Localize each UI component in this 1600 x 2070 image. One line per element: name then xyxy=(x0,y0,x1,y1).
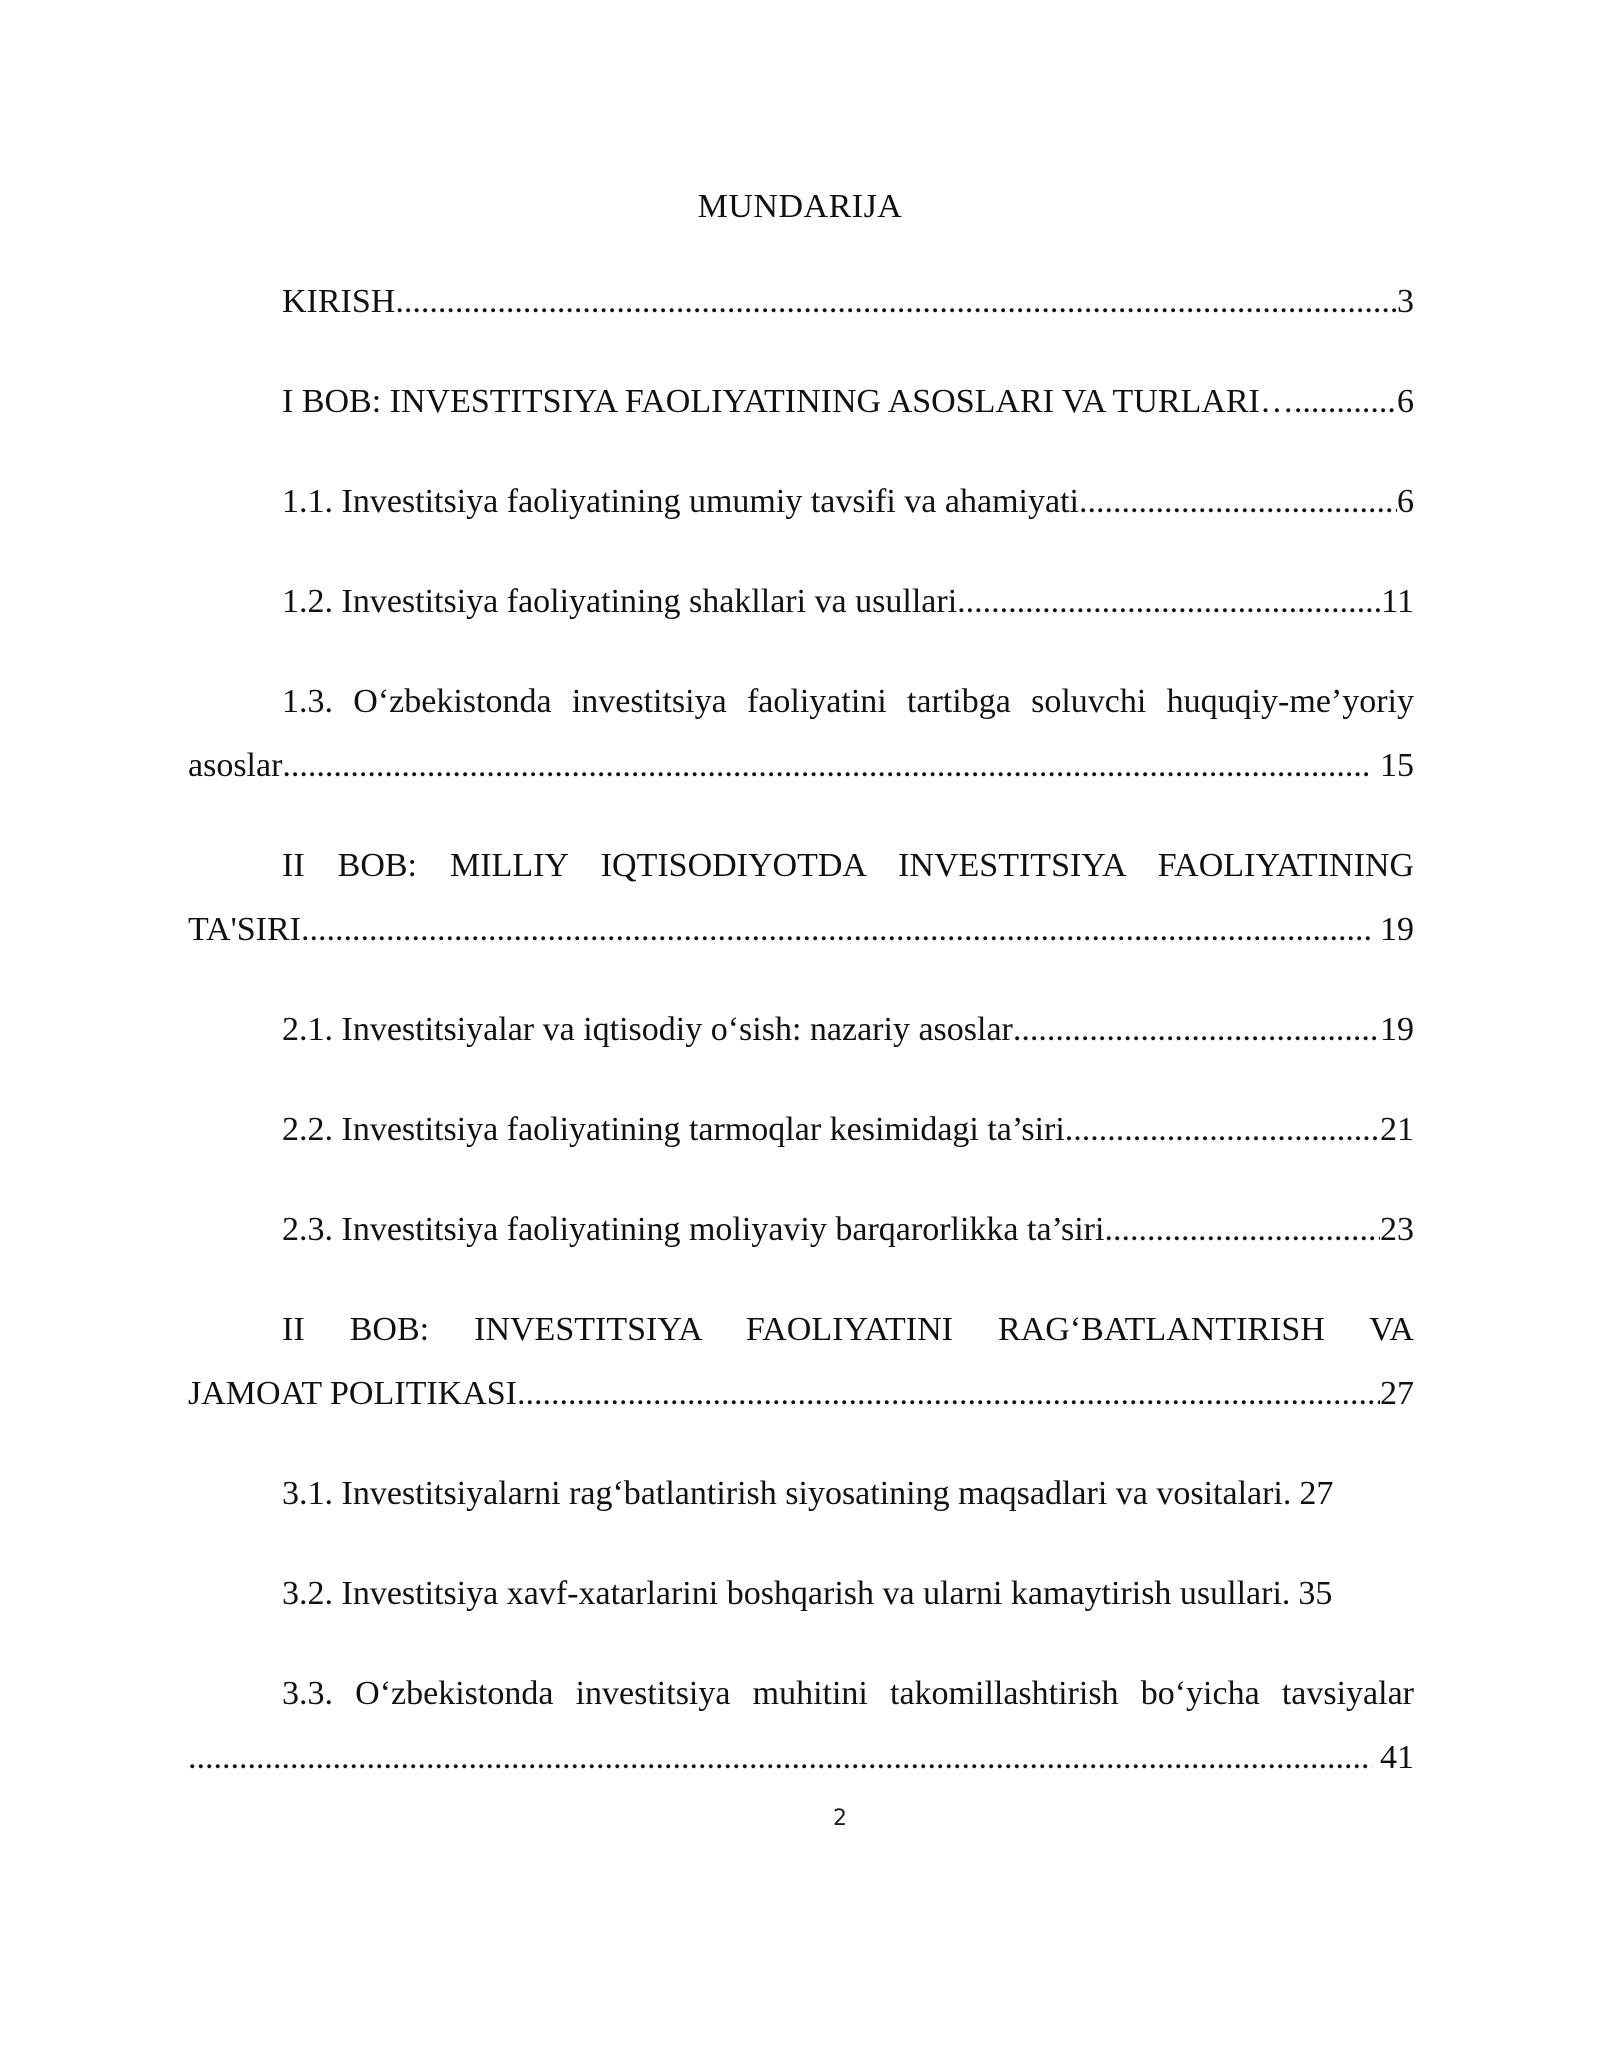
toc-entry-label-line1: II BOB: MILLIY IQTISODIYOTDA INVESTITSIYA FAOLIYATINING xyxy=(282,847,1414,884)
toc-entry-3-2[interactable] xyxy=(188,1562,1414,1626)
toc-leader-dots xyxy=(1104,1198,1380,1262)
toc-entry-page: 3 xyxy=(1397,283,1414,320)
toc-entry-label: I BOB: INVESTITSIYA FAOLIYATINING ASOSLARI VA TURLARI… xyxy=(282,383,1294,420)
toc-entry-2-3[interactable] xyxy=(188,1198,1414,1262)
toc-entry-page: 19 xyxy=(1380,1011,1414,1048)
toc-entry-page: 6 xyxy=(1397,483,1414,520)
toc-entry-page: 35 xyxy=(1298,1575,1333,1612)
toc-entry-label-line1: II BOB: INVESTITSIYA FAOLIYATINI RAG‘BATLANTIRISH VA xyxy=(282,1311,1414,1348)
toc-entry-label: 2.2. Investitsiya faoliyatining tarmoqlar kesimidagi ta’siri xyxy=(282,1111,1065,1148)
toc-entry-page: 15 xyxy=(1380,747,1414,784)
toc-entry-1-1[interactable] xyxy=(188,470,1414,534)
toc-leader-dots xyxy=(395,270,1397,334)
toc-entry-1-3[interactable] xyxy=(188,670,1414,798)
toc-entry-page: 23 xyxy=(1380,1211,1414,1248)
toc-entry-page: 11 xyxy=(1381,583,1414,620)
toc-entry-chapter-1[interactable] xyxy=(188,370,1414,434)
toc-entry-1-2[interactable] xyxy=(188,570,1414,634)
toc-leader-dots xyxy=(301,898,1372,962)
toc-entry-label: 1.1. Investitsiya faoliyatining umumiy tavsifi va ahamiyati xyxy=(282,483,1079,520)
toc-entry-label: 2.1. Investitsiyalar va iqtisodiy o‘sish: nazariy asoslar xyxy=(282,1011,1013,1048)
toc-entry-page: 41 xyxy=(1380,1739,1414,1776)
toc-entry-label: 1.2. Investitsiya faoliyatining shakllari va usullari xyxy=(282,583,958,620)
toc-entry-chapter-2[interactable] xyxy=(188,834,1414,962)
toc-leader-dots xyxy=(188,1726,1372,1790)
toc-entry-label-line2: TA'SIRI xyxy=(188,911,301,948)
page-number: 2 xyxy=(833,1806,847,1831)
toc-entry-page: 19 xyxy=(1380,911,1414,948)
toc-entry-page: 6 xyxy=(1397,383,1414,420)
toc-entry-label-line1: 1.3. O‘zbekistonda investitsiya faoliyatini tartibga soluvchi huquqiy-me’yoriy xyxy=(282,683,1414,720)
toc-entry-3-3[interactable] xyxy=(188,1662,1414,1790)
toc-leader-dots xyxy=(282,734,1372,798)
toc-entry-label-line1: 3.3. O‘zbekistonda investitsiya muhitini takomillashtirish bo‘yicha tavsiyalar xyxy=(282,1675,1414,1712)
toc-leader-dots xyxy=(1013,998,1380,1062)
toc-entry-2-2[interactable] xyxy=(188,1098,1414,1162)
toc-entry-page: 27 xyxy=(1380,1375,1414,1412)
toc-entry-label-line2: JAMOAT POLITIKASI xyxy=(188,1375,517,1412)
toc-leader-dots xyxy=(1079,470,1397,534)
table-of-contents xyxy=(188,270,1414,1826)
toc-entry-page: 21 xyxy=(1380,1111,1414,1148)
toc-entry-2-1[interactable] xyxy=(188,998,1414,1062)
toc-leader-dots xyxy=(1294,370,1397,434)
toc-entry-label: KIRISH xyxy=(282,283,396,320)
toc-entry-label: 2.3. Investitsiya faoliyatining moliyaviy barqarorlikka ta’siri xyxy=(282,1211,1105,1248)
toc-entry-page: 27 xyxy=(1299,1475,1334,1512)
toc-entry-chapter-3[interactable] xyxy=(188,1298,1414,1426)
toc-entry-label: 3.2. Investitsiya xavf-xatarlarini boshqarish va ularni kamaytirish usullari. xyxy=(282,1575,1291,1612)
toc-leader-dots xyxy=(957,570,1381,634)
toc-leader-dots xyxy=(517,1362,1380,1426)
toc-entry-kirish[interactable] xyxy=(188,270,1414,334)
toc-entry-label: 3.1. Investitsiyalarni rag‘batlantirish siyosatining maqsadlari va vositalari. xyxy=(282,1475,1292,1512)
page-title: MUNDARIJA xyxy=(697,188,903,225)
toc-leader-dots xyxy=(1065,1098,1380,1162)
toc-entry-label-line2: asoslar xyxy=(188,747,283,784)
toc-entry-3-1[interactable] xyxy=(188,1462,1414,1526)
